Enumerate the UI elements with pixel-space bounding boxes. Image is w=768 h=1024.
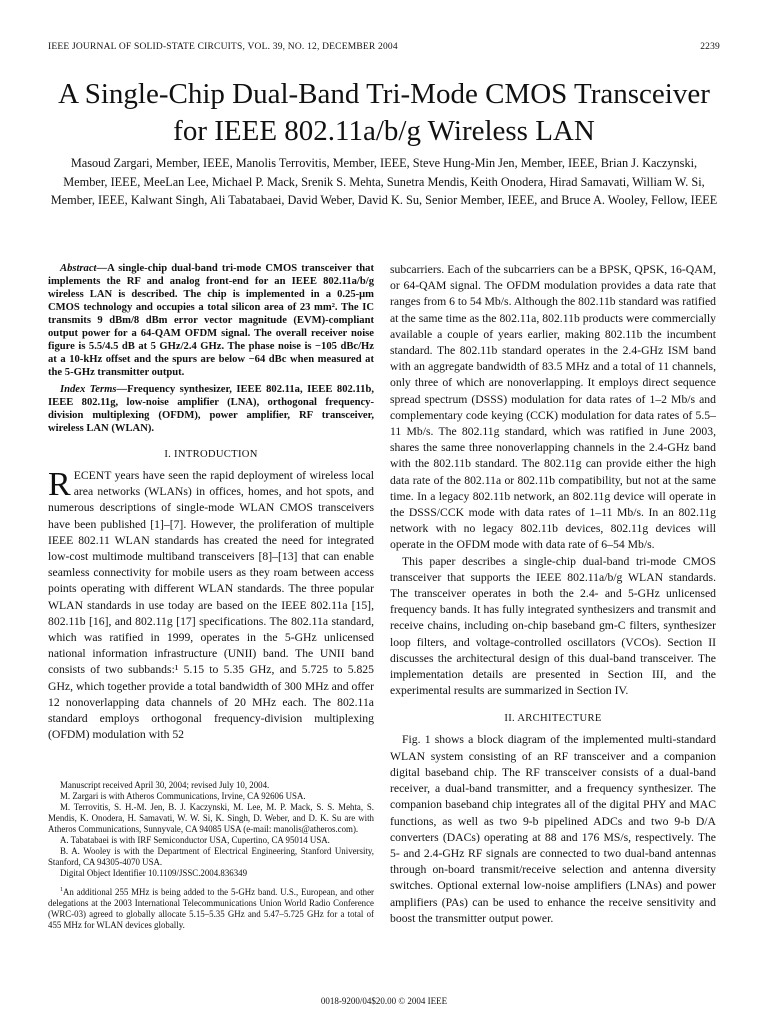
copyright-line: 0018-9200/04$20.00 © 2004 IEEE [320, 996, 448, 1006]
footnotes [48, 780, 374, 931]
index-terms-label: Index Terms [60, 384, 117, 395]
index-terms-text: Frequency synthesizer, IEEE 802.11a, IEEE 802.11b, IEEE 802.11g, low-noise amplifier (LNA), orthogonal frequency-division multiplexing (OFDM), power amplifier, RF transceiver, wireless LAN (WLAN). [48, 384, 374, 434]
footnote-1-mark: 1 [60, 887, 63, 893]
footnote-zargari: M. Zargari is with Atheros Communications, Irvine, CA 92606 USA. [60, 791, 306, 801]
section-heading-architecture: II. ARCHITECTURE [504, 713, 602, 725]
index-terms: Index Terms—Frequency synthesizer, IEEE 802.11a, IEEE 802.11b, IEEE 802.11g, low-noise amplifier (LNA), orthogonal frequency-division multiplexing (OFDM), power amplifier, RF transceiver, wireless LAN (WLAN). [48, 384, 374, 434]
intro-paragraph-1-text: ECENT years have seen the rapid deployment of wireless local area networks (WLANs) in offices, homes, and hot spots, and numerous descriptions of single-mode WLAN CMOS transceivers have been published [1]–[7]. However, the proliferation of multiple IEEE 802.11 WLAN standards has created the need for integrated low-cost multimode multiband transceivers [8]–[13] that can enable seamless connectivity for mobile users as they roam between access points operating with different WLAN standards. The three popular WLAN standards in use today are based on the IEEE 802.11a [15], 802.11b [16], and 802.11g [17] specifications. The 802.11a standard, which was ratified in 1999, operates in the 5-GHz unlicensed national information infrastructure (UNII) band. The UNII band consists of two subbands:¹ 5.15 to 5.35 GHz, and 5.725 to 5.825 GHz, which together provide a total bandwidth of 300 MHz and offer 12 nonoverlapping data channels of 20 MHz each. The 802.11a standard employs orthogonal frequency-division multiplexing (OFDM) modulation with 52 [48, 469, 374, 742]
footnote-1 [48, 885, 374, 931]
abstract-label: Abstract [60, 263, 97, 274]
running-header [48, 42, 720, 56]
right-column [390, 262, 716, 927]
intro-paragraph-1-continued: subcarriers. Each of the subcarriers can be a BPSK, QPSK, 16-QAM, or 64-QAM signal. The OFDM modulation provides a data rate that ranges from 6 to 54 Mb/s. Although the 802.11b standard was ratified at the same time as the 802.11a, 802.11b products were commercially available a couple of years earlier, making 802.11b the incumbent standard. The 802.11b standard operates in the 2.4-GHz ISM band with an aggregate bandwidth of 83.5 MHz and a total of 11 channels, only three of which are nonoverlapping. It employs direct sequence spread spectrum (DSSS) modulation for data rates of 1–2 Mb/s and complementary code keying (CCK) modulation for data rates of 5.5–11 Mb/s. The 802.11g standard, which was ratified in June 2003, shares the same three nonoverlapping channels in the 2.4-GHz band with the 802.11b standard. The 802.11g can provide either the high data rate of the 802.11a or 802.11b compatibility, but not at the same time. In a legacy 802.11b network, an 802.11g device will operate in the DSSS/CCK mode with data rates of 1–11 Mb/s. In an 802.11g network with no legacy 802.11b devices, 802.11g devices will operate in the OFDM mode with data rate of 6–54 Mb/s. [390, 263, 716, 552]
architecture-paragraph-1: Fig. 1 shows a block diagram of the implemented multi-standard WLAN system consisting of an RF transceiver and a companion digital baseband chip. The RF transceiver consists of a dual-band receiver, a dual-band transmitter, and a frequency synthesizer. The companion baseband chip integrates all of the digital PHY and MAC functions, as well as two 9-b pipelined ADCs and two 9-b D/A converters (DACs) operating at 88 and 176 MS/s, respectively. The 5- and 2.4-GHz RF signals are connected to two dual-band antennas through on-board transmit/receive selection and antenna diversity switches. Optional external low-noise amplifiers (LNAs) and power amplifiers (PAs) can be used to enhance the receive sensitivity and boost the transmitter output power. [390, 733, 716, 925]
intro-paragraph-1 [48, 468, 374, 743]
footnote-1-text: An additional 255 MHz is being added to the 5-GHz band. U.S., European, and other delegations at the 2003 International Telecommunications Union World Radio Conference (WRC-03) agreed to globally allocate 5.15–5.35 GHz and 5.47–5.725 GHz for a total of 455 MHz for WLAN devices globally. [48, 886, 374, 930]
left-column [48, 262, 374, 743]
section-heading-introduction: I. INTRODUCTION [164, 449, 258, 460]
abstract-text: A single-chip dual-band tri-mode CMOS transceiver that implements the RF and analog front-end for an IEEE 802.11a/b/g wireless LAN is described. The chip is implemented in a 0.25-μm CMOS technology and occupies a total silicon area of 23 mm². The IC transmits 9 dBm/8 dBm error vector magnitude (EVM)-compliant output power for a 64-QAM OFDM signal. The overall receiver noise figure is 5.5/4.5 dB at 5 GHz/2.4 GHz. The phase noise is −105 dBc/Hz at a 10-kHz offset and the spurs are below −64 dBc when measured at the 5-GHz transmitter output. [48, 263, 374, 378]
footnote-wooley: B. A. Wooley is with the Department of Electrical Engineering, Stanford University, Stanford, CA 94305-4070 USA. [48, 846, 374, 867]
paper-title: A Single-Chip Dual-Band Tri-Mode CMOS Transceiver for IEEE 802.11a/b/g Wireless LAN [58, 78, 710, 147]
author-list: Masoud Zargari, Member, IEEE, Manolis Terrovitis, Member, IEEE, Steve Hung-Min Jen, Member, IEEE, Brian J. Kaczynski, Member, IEEE, MeeLan Lee, Michael P. Mack, Srenik S. Mehta, Sunetra Mendis, Keith Onodera, Hirad Samavati, William W. Si, Member, IEEE, Kalwant Singh, Ali Tabatabaei, David Weber, David K. Su, Senior Member, IEEE, and Bruce A. Wooley, Fellow, IEEE [50, 156, 718, 207]
drop-cap: R [48, 466, 71, 503]
footnote-affiliations: M. Terrovitis, S. H.-M. Jen, B. J. Kaczynski, M. Lee, M. P. Mack, S. S. Mehta, S. Mendis, K. Onodera, H. Samavati, W. W. Si, K. Singh, D. Weber, and D. K. Su are with Atheros Communications, Sunnyvale, CA 94085 USA (e-mail: manolis@atheros.com). [48, 802, 374, 834]
footnote-received: Manuscript received April 30, 2004; revised July 10, 2004. [60, 780, 270, 790]
footnote-doi: Digital Object Identifier 10.1109/JSSC.2004.836349 [60, 868, 248, 878]
page-number: 2239 [700, 42, 720, 52]
journal-info: IEEE JOURNAL OF SOLID-STATE CIRCUITS, VOL. 39, NO. 12, DECEMBER 2004 [48, 42, 398, 52]
footnote-tabatabaei: A. Tabatabaei is with IRF Semiconductor USA, Cupertino, CA 95014 USA. [60, 835, 330, 845]
intro-paragraph-2: This paper describes a single-chip dual-band tri-mode CMOS transceiver that supports the IEEE 802.11a/b/g WLAN standards. The transceiver operates in both the 2.4- and 5-GHz unlicensed frequency bands. It has fully integrated synthesizers and transmit and receive chains, including on-chip baseband gm-C filters, synthesizer loop filters, and voltage-controlled oscillators (VCOs). Section II discusses the architectural design of this dual-band transceiver. The implementation details are presented in Section III, and the experimental results are summarized in Section IV. [390, 554, 716, 698]
abstract: Abstract—A single-chip dual-band tri-mode CMOS transceiver that implements the RF and analog front-end for an IEEE 802.11a/b/g wireless LAN is described. The chip is implemented in a 0.25-μm CMOS technology and occupies a total silicon area of 23 mm². The IC transmits 9 dBm/8 dBm error vector magnitude (EVM)-compliant output power for a 64-QAM OFDM signal. The overall receiver noise figure is 5.5/4.5 dB at 5 GHz/2.4 GHz. The phase noise is −105 dBc/Hz at a 10-kHz offset and the spurs are below −64 dBc when measured at the 5-GHz transmitter output. [48, 263, 374, 378]
